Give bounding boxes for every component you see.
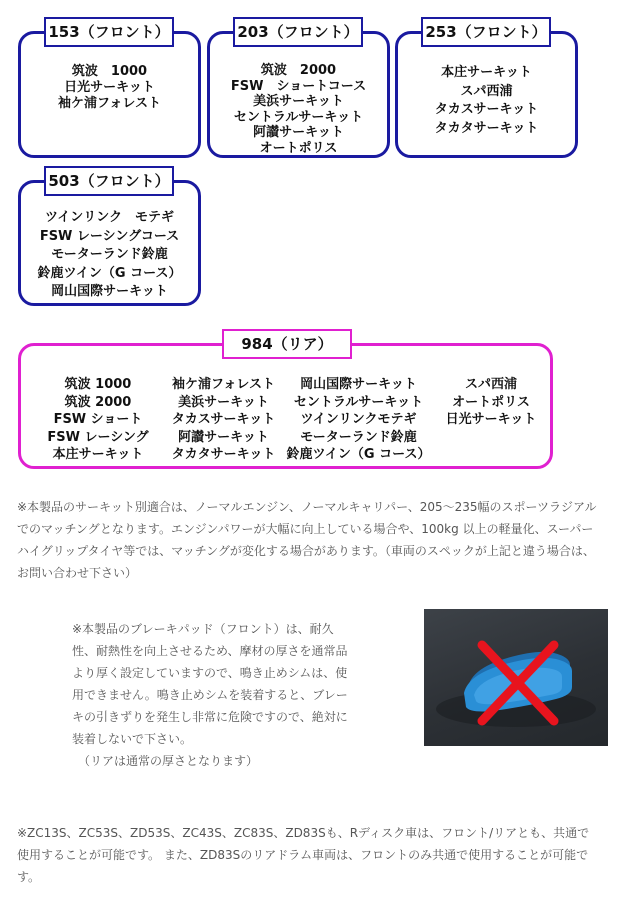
circuit-item: 本庄サーキット [52,447,144,462]
circuit-item: 美浜サーキット [253,94,344,109]
circuit-item: スパ西浦 [464,377,517,392]
note-line: ※本製品のサーキット別適合は、ノーマルエンジン、ノーマルキャリパー、205～235幅のスポーツラジアル [17,500,597,514]
rear-column-1 [43,376,153,464]
note-line: 用できません。鳴き止めシムを装着すると、ブレー [72,688,348,702]
circuit-item: ツインリンク モテギ [44,210,175,225]
matching-note [17,496,617,584]
circuit-item: オートポリス [452,394,530,410]
circuit-item: セントラルサーキット [233,109,364,125]
circuit-item: FSW レーシング [47,429,149,445]
note-line: （リアは通常の厚さとなります） [78,754,259,768]
circuit-item: モーターランド鈴鹿 [51,247,168,262]
circuit-item: 筑波 1000 [71,64,148,79]
front-253-list [398,64,575,138]
circuit-item: FSW ショートコース [230,78,367,94]
circuit-item: FSW レーシングコース [39,228,180,244]
note-line: より厚く設定していますので、鳴き止めシムは、使 [72,666,348,680]
shim-prohibited-icon [424,609,608,746]
circuit-item: 鈴鹿ツイン（G コース） [37,265,182,281]
note-line: 性、耐熱性を向上させるため、摩材の厚さを通常品 [72,644,348,658]
circuit-item: モーターランド鈴鹿 [300,429,417,445]
circuit-item: オートポリス [259,140,338,156]
circuit-item: タカタサーキット [434,120,539,136]
circuit-item: 日光サーキット [64,80,155,95]
note-line: す。 [17,870,41,884]
circuit-item: 鈴鹿ツイン（G コース） [286,447,431,462]
circuit-item: タカスサーキット [434,102,539,117]
circuit-item: 岡山国際サーキット [300,377,417,392]
front-503-label: 503（フロント） [44,166,174,196]
circuit-item: 袖ケ浦フォレスト [58,96,161,111]
front-253-box [395,31,578,158]
front-503-list [21,209,198,302]
circuit-item: 阿讃サーキット [253,125,344,140]
circuit-item: 筑波 2000 [260,63,337,78]
rear-column-2 [161,376,286,464]
front-203-box [207,31,390,158]
front-153-box [18,31,201,158]
circuit-item: ツインリンクモテギ [300,412,417,427]
rear-column-3 [286,376,431,464]
front-503-box [18,180,201,306]
compat-note [17,822,617,888]
shim-note [72,618,372,772]
circuit-item: 本庄サーキット [441,65,532,80]
rear-column-4 [436,376,546,429]
circuit-item: スパ西浦 [460,83,513,99]
note-line: ※本製品のブレーキパッド（フロント）は、耐久 [72,622,334,636]
circuit-item: 阿讃サーキット [178,429,269,445]
circuit-item: タカスサーキット [171,412,276,427]
note-line: でのマッチングとなります。エンジンパワーが大幅に向上している場合や、100kg 以上の軽量化、スーパー [17,522,594,536]
rear-984-label: 984（リア） [222,329,352,359]
circuit-item: 美浜サーキット [178,394,269,410]
note-line: キの引きずりを発生し非常に危険ですので、絶対に [72,710,348,724]
circuit-item: 袖ケ浦フォレスト [172,377,275,392]
note-line: ※ZC13S、ZC53S、ZD53S、ZC43S、ZC83S、ZD83Sも、Rディスク車は、フロント/リアとも、共通で [17,826,590,840]
note-line: お問い合わせ下さい） [17,566,138,580]
circuit-item: 筑波 2000 [64,394,132,410]
front-203-label: 203（フロント） [233,17,363,47]
brake-shim-photo [424,609,608,746]
front-253-label: 253（フロント） [421,17,551,47]
circuit-item: 日光サーキット [445,412,537,427]
circuit-item: 筑波 1000 [64,377,132,392]
front-153-list [21,64,198,112]
note-line: 使用することが可能です。 また、ZD83Sのリアドラム車両は、フロントのみ共通で使用することが可能で [17,848,589,862]
front-153-label: 153（フロント） [44,17,174,47]
circuit-item: 岡山国際サーキット [51,284,168,299]
rear-984-box [18,343,553,469]
circuit-item: セントラルサーキット [293,394,424,410]
note-line: ハイグリップタイヤ等では、マッチングが変化する場合があります。（車両のスペックが上記と違う場合は、 [17,544,595,558]
front-203-list [210,63,387,156]
note-line: 装着しないで下さい。 [72,732,193,746]
circuit-item: タカタサーキット [171,447,276,462]
circuit-item: FSW ショート [53,412,143,427]
